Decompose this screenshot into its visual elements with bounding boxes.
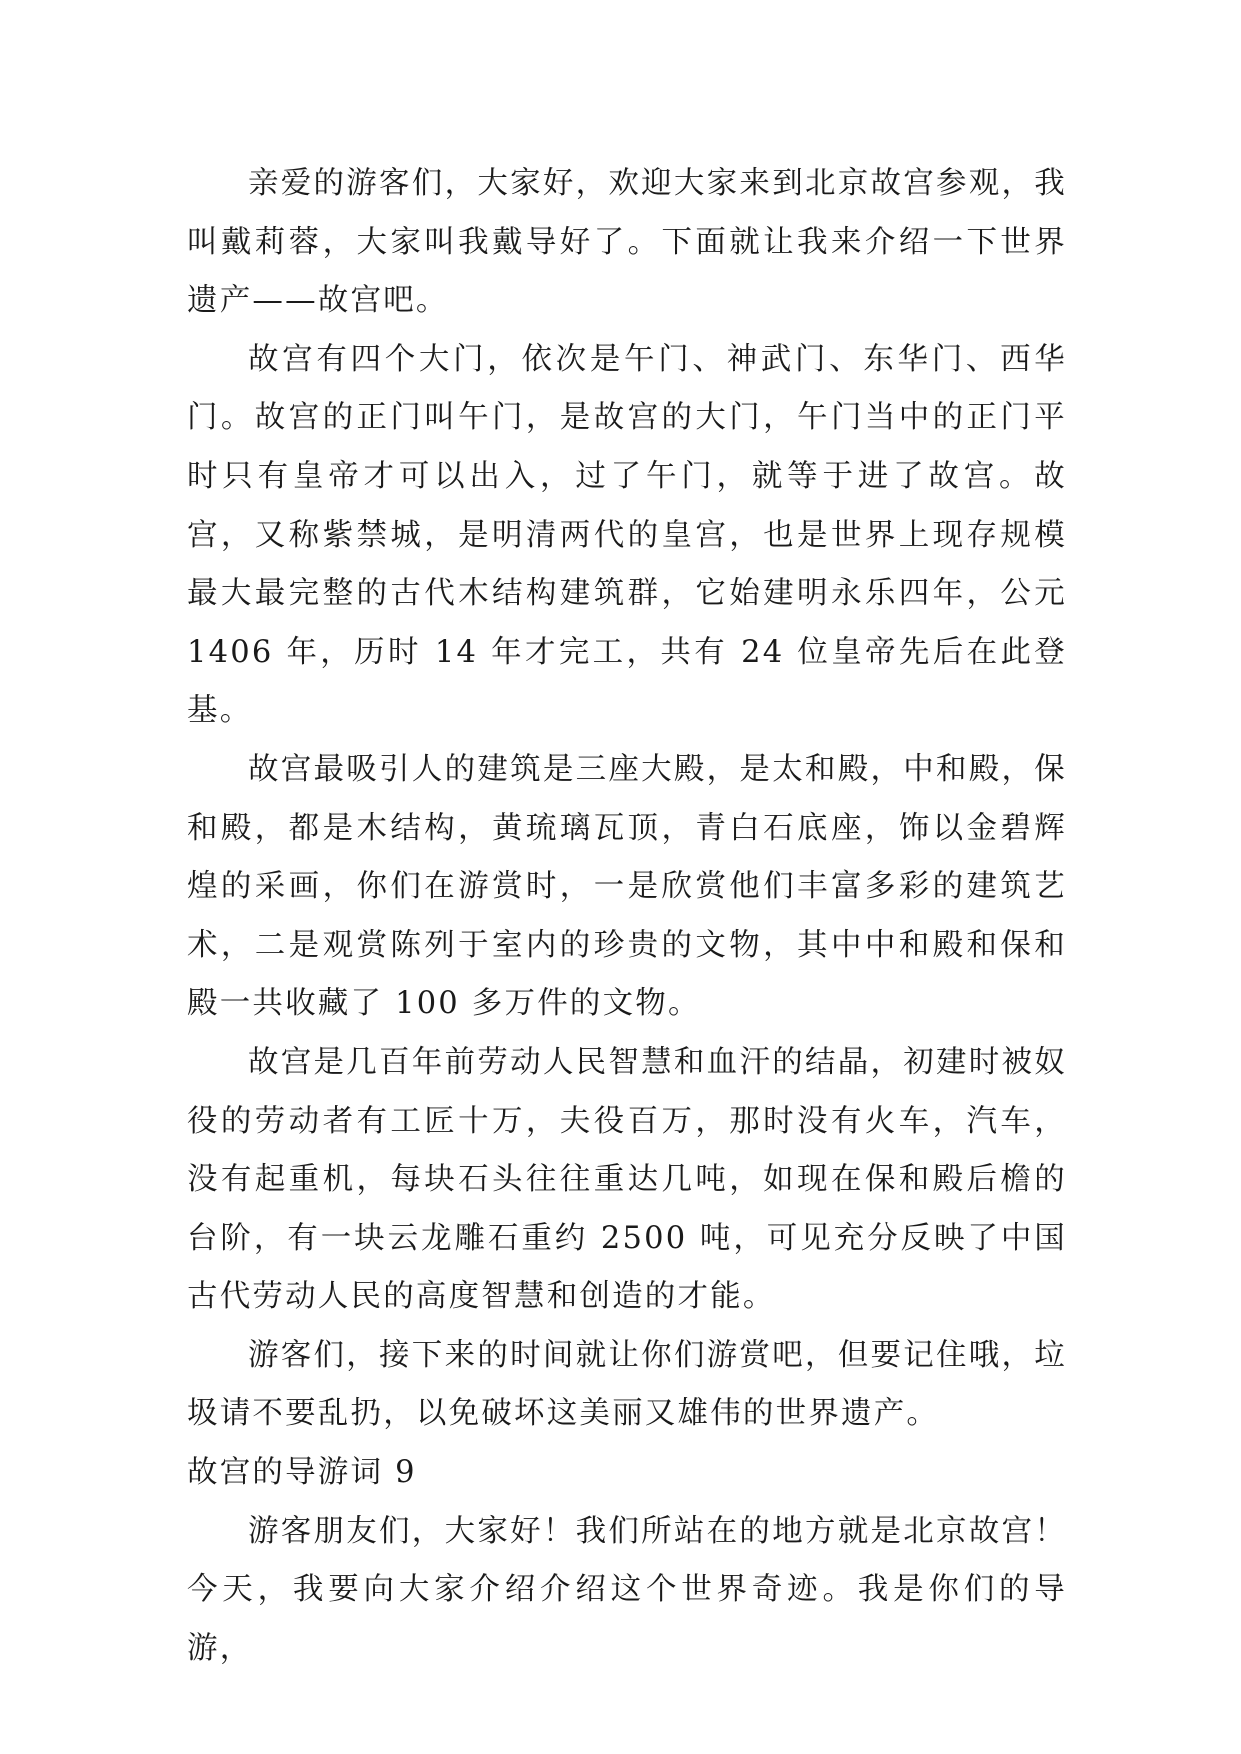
paragraph-gates: 故宫有四个大门，依次是午门、神武门、东华门、西华门。故宫的正门叫午门，是故宫的大门，午门当中的正门平时只有皇帝才可以出入，过了午门，就等于进了故宫。故宫，又称紫禁城，是明清两代的皇宫，也是世界上现存规模最大最完整的古代木结构建筑群，它始建明永乐四年，公元 1406 年，历时 14 年才完工，共有 24 位皇帝先后在此登基。: [187, 341, 1067, 729]
paragraph-closing: 游客们，接下来的时间就让你们游赏吧，但要记住哦，垃圾请不要乱扔，以免破坏这美丽又雄伟的世界遗产。: [187, 1337, 1067, 1432]
paragraph-halls: 故宫最吸引人的建筑是三座大殿，是太和殿，中和殿，保和殿，都是木结构，黄琉璃瓦顶，青白石底座，饰以金碧辉煌的采画，你们在游赏时，一是欣赏他们丰富多彩的建筑艺术，二是观赏陈列于室内的珍贵的文物，其中中和殿和保和殿一共收藏了 100 多万件的文物。: [187, 751, 1067, 1022]
document-body: [187, 155, 1067, 1678]
section-heading: 故宫的导游词 9: [187, 1455, 417, 1491]
paragraph-intro-9: 游客朋友们，大家好！我们所站在的地方就是北京故宫！今天，我要向大家介绍介绍这个世界奇迹。我是你们的导游，: [187, 1513, 1067, 1666]
paragraph-labor: 故宫是几百年前劳动人民智慧和血汗的结晶，初建时被奴役的劳动者有工匠十万，夫役百万，那时没有火车，汽车，没有起重机，每块石头往往重达几吨，如现在保和殿后檐的台阶，有一块云龙雕石重约 2500 吨，可见充分反映了中国古代劳动人民的高度智慧和创造的才能。: [187, 1044, 1067, 1315]
paragraph-welcome: 亲爱的游客们，大家好，欢迎大家来到北京故宫参观，我叫戴莉蓉，大家叫我戴导好了。下面就让我来介绍一下世界遗产——故宫吧。: [187, 166, 1067, 319]
